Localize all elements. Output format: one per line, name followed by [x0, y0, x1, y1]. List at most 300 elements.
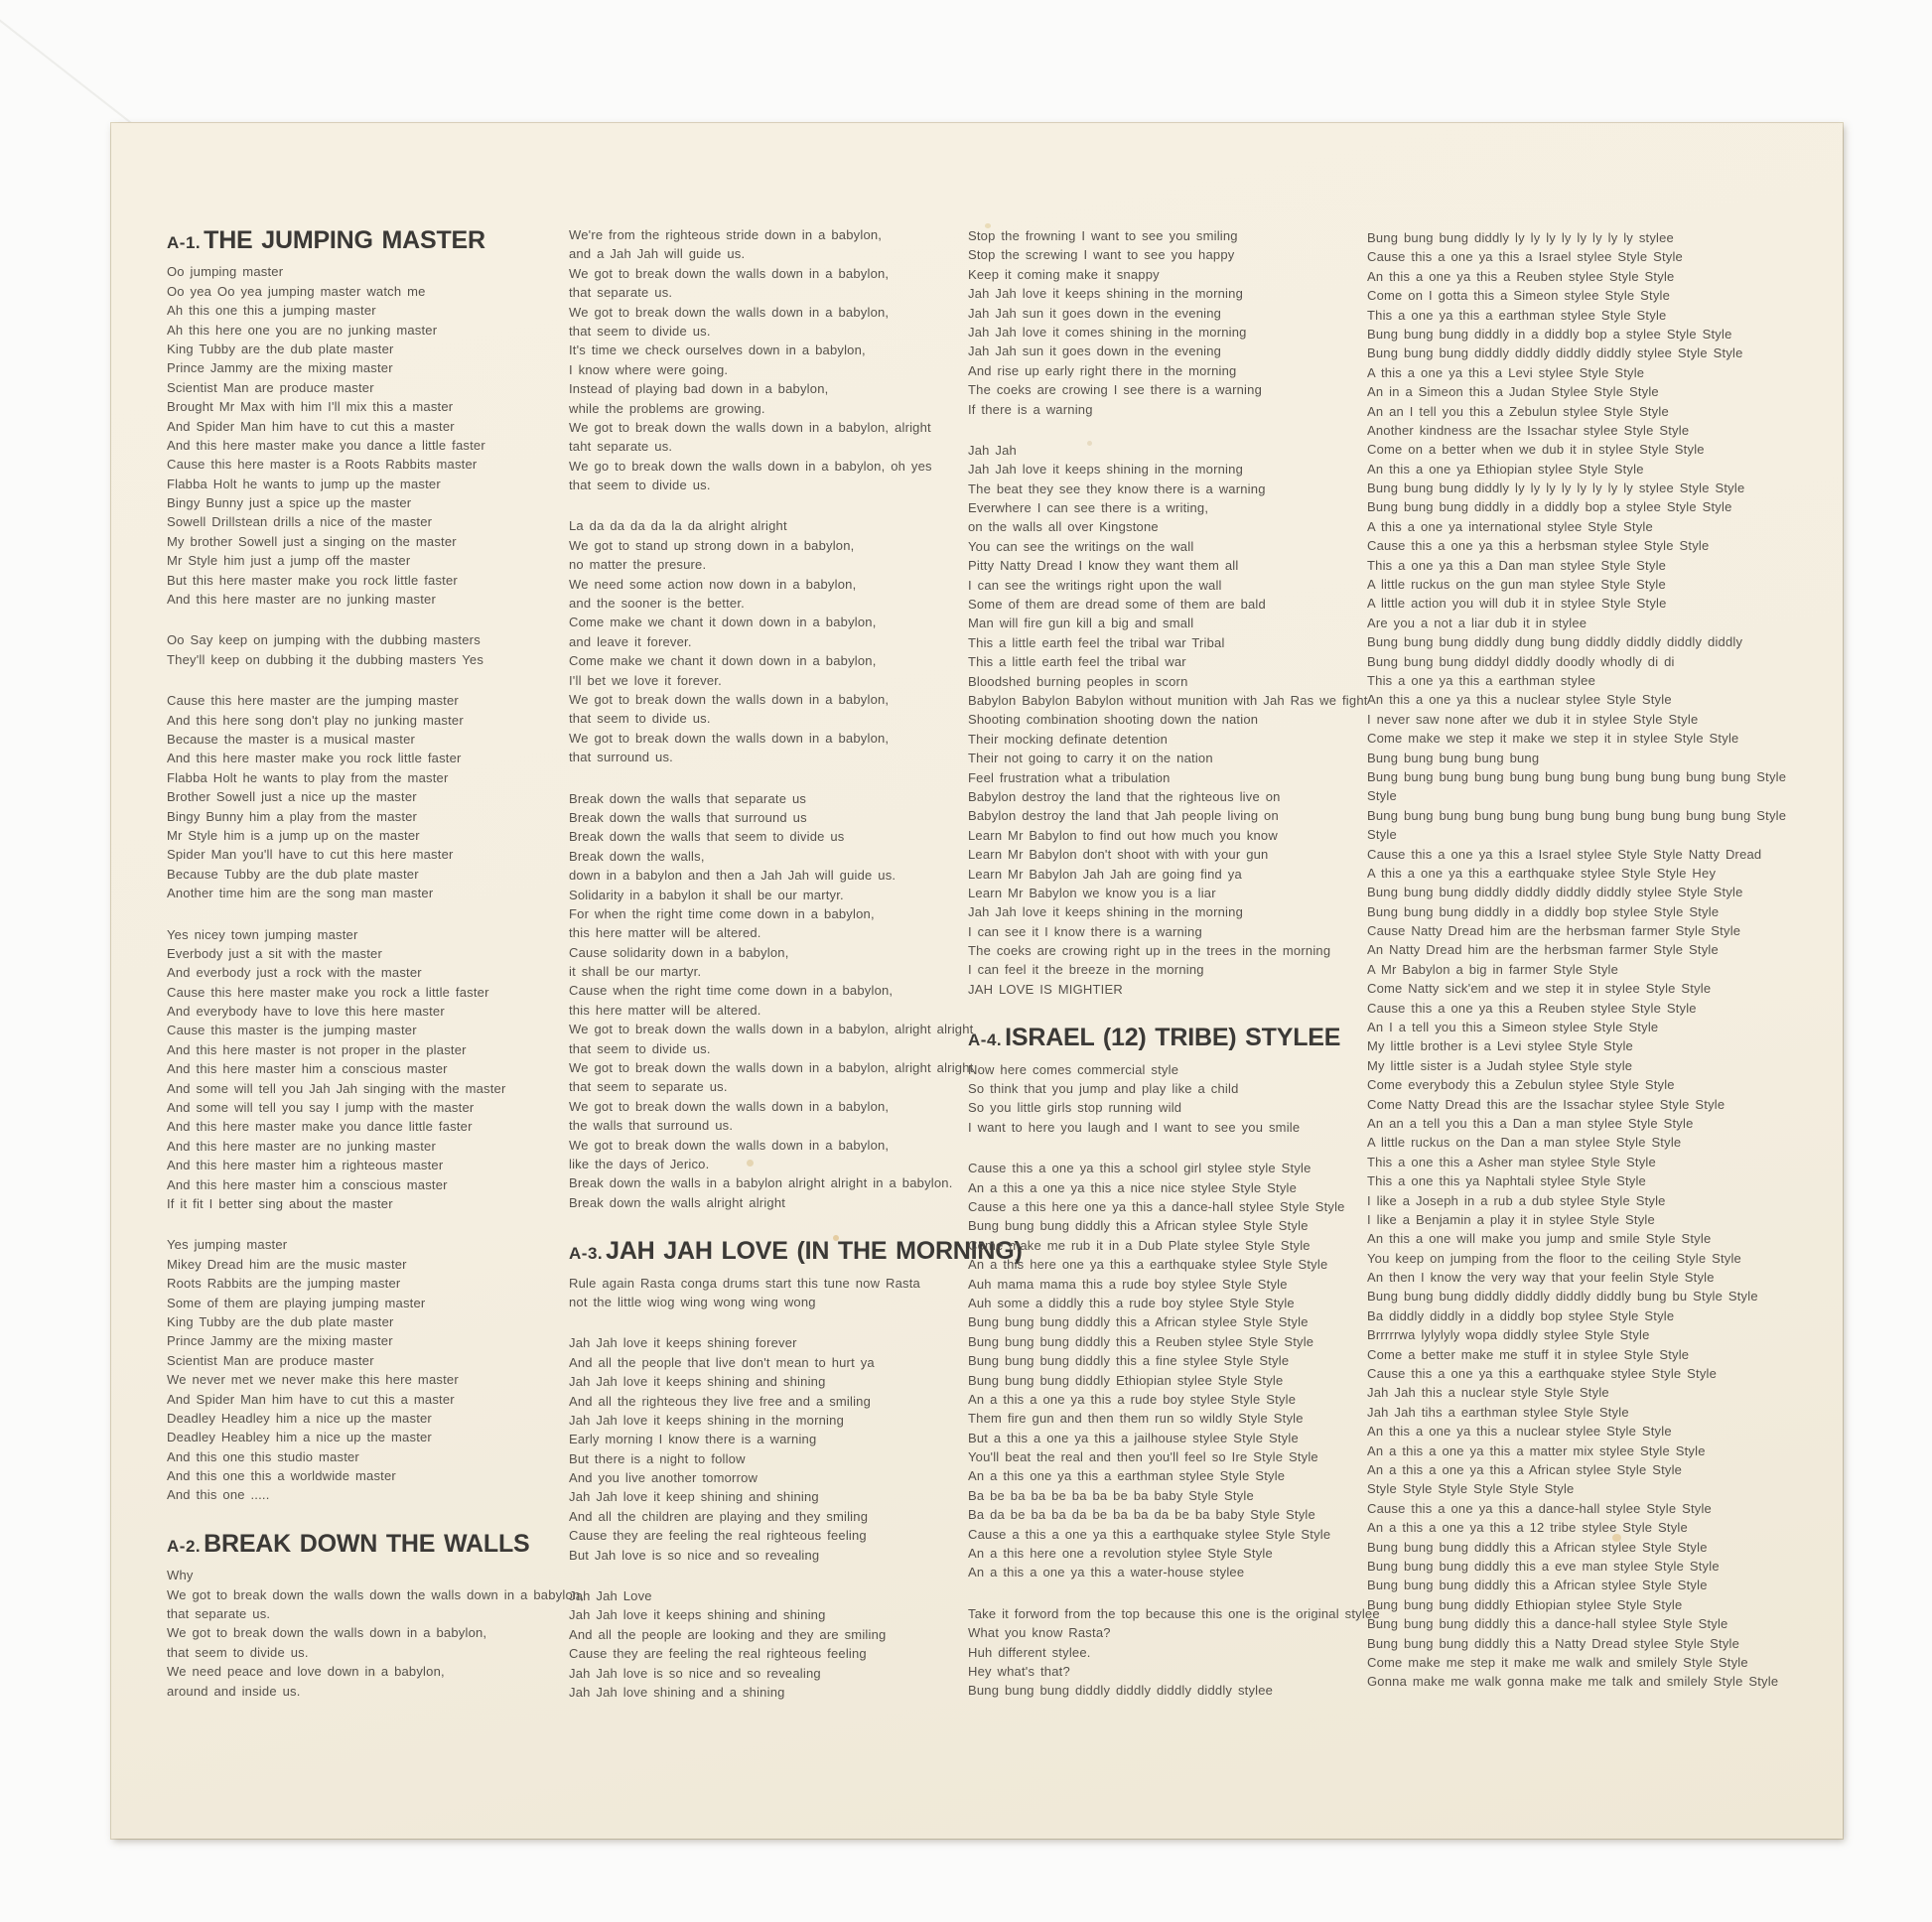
lyric-line: Yes jumping master — [167, 1237, 288, 1253]
lyric-line: Babylon destroy the land that Jah people living on — [968, 808, 1279, 824]
lyric-line: and a Jah Jah will guide us. — [569, 246, 746, 262]
lyric-line: Bung bung bung diddly dung bung diddly diddly diddly diddly — [1367, 634, 1743, 650]
lyric-line: Cause a this here one ya this a dance-hall stylee Style Style — [968, 1198, 1345, 1214]
lyric-line: An a this here one a revolution stylee Style Style — [968, 1546, 1273, 1562]
lyric-line: A little ruckus on the Dan a man stylee Style Style — [1367, 1135, 1682, 1151]
lyric-line: Ba be ba ba be ba ba be ba baby Style Style — [968, 1487, 1254, 1503]
lyric-line: King Tubby are the dub plate master — [167, 1313, 394, 1329]
lyric-line: Cause this here master is a Roots Rabbits master — [167, 457, 478, 473]
lyric-line: Jah Jah love shining and a shining — [569, 1684, 785, 1700]
lyric-line: La da da da da la da alright alright — [569, 518, 787, 534]
lyric-line: Bung bung bung diddly this a African stylee Style Style — [1367, 1539, 1708, 1555]
lyric-line: Scientist Man are produce master — [167, 379, 374, 395]
lyric-line: Jah Jah love it keeps shining in the morning — [569, 1412, 845, 1428]
lyric-line: Oo yea Oo yea jumping master watch me — [167, 283, 426, 299]
lyric-line: Come make we chant it down down in a babylon, — [569, 653, 877, 669]
lyric-line: An a this one ya this a earthman stylee Style Style — [968, 1468, 1286, 1484]
lyric-line: that seem to divide us. — [167, 1644, 309, 1660]
lyric-line: Jah Jah love it keeps shining and shining — [569, 1374, 826, 1390]
lyric-line: Bung bung bung diddly in a diddly bop a stylee Style Style — [1367, 326, 1732, 342]
lyric-line: A little ruckus on the gun man stylee Style Style — [1367, 577, 1666, 593]
lyric-line: Ba diddly diddly in a diddly bop stylee Style Style — [1367, 1307, 1675, 1323]
lyric-line: Shooting combination shooting down the nation — [968, 712, 1259, 728]
lyric-line: Bloodshed burning peoples in scorn — [968, 673, 1188, 689]
lyric-line: Learn Mr Babylon don't shoot with with your gun — [968, 847, 1269, 863]
lyric-line: We never met we never make this here master — [167, 1372, 459, 1388]
lyric-line: And some will tell you Jah Jah singing with the master — [167, 1080, 506, 1096]
lyric-line: Come Natty Dread this are the Issachar stylee Style Style — [1367, 1096, 1725, 1112]
lyric-line: An a this a one ya this a rude boy stylee Style Style — [968, 1391, 1297, 1407]
lyric-line: JAH LOVE IS MIGHTIER — [968, 981, 1123, 997]
lyric-line: And some will tell you say I jump with the master — [167, 1100, 475, 1116]
lyric-line: Mr Style him is a jump up on the master — [167, 827, 420, 843]
lyric-line: This a little earth feel the tribal war Tribal — [968, 634, 1225, 650]
lyric-line: Break down the walls in a babylon alright alright in a babylon. — [569, 1175, 953, 1191]
lyric-line: I'll bet we love it forever. — [569, 672, 722, 688]
lyric-line: We need peace and love down in a babylon, — [167, 1664, 445, 1680]
lyric-line: This a one ya this a earthman stylee Style Style — [1367, 307, 1667, 323]
track-title: ISRAEL (12) TRIBE) STYLEE — [1005, 1024, 1341, 1052]
lyric-line: For when the right time come down in a babylon, — [569, 905, 875, 921]
lyric-line: Break down the walls that seem to divide us — [569, 829, 845, 845]
stanza — [167, 1566, 585, 1701]
lyric-line: Brother Sowell just a nice up the master — [167, 789, 417, 805]
lyric-line: Bung bung bung diddly this a dance-hall stylee Style Style — [1367, 1616, 1728, 1632]
track-number: A-2. — [167, 1536, 202, 1556]
lyric-line: This a one ya this a Dan man stylee Style Style — [1367, 557, 1667, 573]
lyric-line: Bung bung bung diddly this a Natty Dread stylee Style Style — [1367, 1635, 1740, 1651]
lyric-line: Bung bung bung bung bung bung bung bung bung bung bung Style — [1367, 807, 1787, 823]
lyric-line: Bung bung bung diddly diddly diddly diddly stylee Style Style — [1367, 345, 1743, 361]
lyric-line: it shall be our martyr. — [569, 964, 702, 980]
lyric-line: An a this here one ya this a earthquake stylee Style Style — [968, 1257, 1328, 1273]
track-heading — [167, 226, 509, 254]
lyric-line: Cause this a one ya this a school girl stylee style Style — [968, 1161, 1311, 1176]
lyric-line: Break down the walls that separate us — [569, 790, 807, 806]
lyric-line: Scientist Man are produce master — [167, 1352, 374, 1368]
lyric-line: Huh different stylee. — [968, 1644, 1091, 1660]
lyric-line: We got to break down the walls down in a babylon, alright — [569, 419, 931, 435]
lyric-line: that seem to divide us. — [569, 711, 711, 727]
lyric-line: Gonna make me walk gonna make me talk and smilely Style Style — [1367, 1674, 1779, 1690]
lyric-line: that separate us. — [167, 1606, 271, 1622]
lyric-line: This a one this ya Naphtali stylee Style Style — [1367, 1173, 1646, 1189]
lyric-line: And this here song don't play no junking master — [167, 712, 464, 728]
lyric-line: Are you a not a liar dub it in stylee — [1367, 615, 1587, 630]
lyric-line: We got to break down the walls down in a babylon, — [569, 1137, 890, 1153]
lyric-line: We got to stand up strong down in a babylon, — [569, 537, 855, 553]
stanza — [968, 226, 1350, 419]
lyric-line: And this one this studio master — [167, 1448, 359, 1464]
lyric-line: Everbody just a sit with the master — [167, 945, 382, 961]
lyric-line: Jah Jah love it keeps shining and shining — [569, 1607, 826, 1623]
lyric-line: Take it forword from the top because this one is the original stylee — [968, 1605, 1380, 1621]
stanza — [167, 691, 509, 902]
lyric-line: And everybody have to love this here master — [167, 1004, 445, 1020]
lyric-line: My little sister is a Judah stylee Style style — [1367, 1057, 1633, 1073]
track-heading — [167, 1529, 530, 1558]
lyric-line: Another kindness are the Issachar stylee Style Style — [1367, 422, 1690, 438]
lyric-line: I want to here you laugh and I want to see you smile — [968, 1119, 1301, 1135]
lyric-line: Cause this here master make you rock a little faster — [167, 984, 489, 1000]
lyric-line: Cause they are feeling the real righteous feeling — [569, 1646, 867, 1662]
lyric-line: Bung bung bung diddly ly ly ly ly ly ly ly ly stylee Style Style — [1367, 480, 1745, 496]
track-title: JAH JAH LOVE (IN THE MORNING) — [606, 1237, 1023, 1266]
lyric-line: We got to break down the walls down in a babylon, — [569, 691, 890, 707]
lyric-line: Come on I gotta this a Simeon stylee Style Style — [1367, 288, 1671, 304]
lyric-line: the walls that surround us. — [569, 1118, 734, 1134]
lyric-line: This a one ya this a earthman stylee — [1367, 672, 1596, 688]
lyric-line: Prince Jammy are the mixing master — [167, 1333, 393, 1349]
lyric-line: I can see the writings right upon the wall — [968, 577, 1222, 593]
lyric-line: I like a Benjamin a play it in stylee Style Style — [1367, 1211, 1655, 1227]
lyric-line: not the little wiog wing wong wing wong — [569, 1294, 816, 1309]
lyric-line: Rule again Rasta conga drums start this tune now Rasta — [569, 1275, 920, 1291]
lyric-line: An Natty Dread him are the herbsman farmer Style Style — [1367, 942, 1719, 958]
lyric-line: A this a one ya international stylee Style Style — [1367, 518, 1653, 534]
lyric-line: Come make we step it make we step it in stylee Style Style — [1367, 731, 1739, 747]
lyric-line: Babylon Babylon Babylon without munition with Jah Ras we fight — [968, 692, 1368, 708]
lyric-line: Bung bung bung diddly Ethiopian stylee Style Style — [968, 1372, 1284, 1388]
lyric-line: Hey what's that? — [968, 1663, 1070, 1679]
lyric-line: Cause solidarity down in a babylon, — [569, 944, 789, 960]
lyric-line: An a this a one ya this a African stylee Style Style — [1367, 1462, 1683, 1477]
lyric-line: like the days of Jerico. — [569, 1156, 710, 1171]
lyric-line: Cause this a one ya this a dance-hall stylee Style Style — [1367, 1500, 1712, 1516]
lyric-line: Auh some a diddly this a rude boy stylee Style Style — [968, 1295, 1295, 1310]
track-heading — [968, 1024, 1350, 1052]
lyric-line: Ba da be ba ba da be ba ba da be ba baby Style Style — [968, 1507, 1315, 1523]
lyric-line: And Spider Man him have to cut this a master — [167, 1391, 455, 1407]
lyric-line: Because the master is a musical master — [167, 732, 416, 747]
lyric-line: Bung bung bung diddly Ethiopian stylee Style Style — [1367, 1596, 1683, 1612]
lyric-line: Because Tubby are the dub plate master — [167, 866, 419, 882]
lyric-line: Oo jumping master — [167, 264, 284, 280]
lyric-line: Flabba Holt he wants to jump up the master — [167, 476, 441, 491]
lyric-line: Everwhere I can see there is a writing, — [968, 500, 1209, 516]
lyric-line: Jah Jah love is so nice and so revealing — [569, 1665, 821, 1681]
lyric-line: We got to break down the walls down in a babylon, — [569, 265, 890, 281]
lyric-line: An a this a one ya this a water-house stylee — [968, 1565, 1245, 1580]
lyric-line: A this a one ya this a Levi stylee Style Style — [1367, 364, 1645, 380]
lyric-line: Come make we chant it down down in a babylon, — [569, 615, 877, 630]
stanza — [968, 1159, 1350, 1582]
lyric-line: But this here master make you rock little faster — [167, 572, 458, 588]
lyric-line: that seem to divide us. — [569, 323, 711, 339]
lyric-line: this here matter will be altered. — [569, 925, 761, 941]
lyric-line: that seem to divide us. — [569, 478, 711, 493]
lyric-line: An a this a one ya this a 12 tribe stylee Style Style — [1367, 1520, 1688, 1536]
lyric-line: Cause when the right time come down in a babylon, — [569, 983, 894, 999]
lyric-line: Break down the walls, — [569, 848, 705, 864]
lyric-line: Feel frustration what a tribulation — [968, 769, 1171, 785]
lyric-line: Bung bung bung diddly diddly diddly diddly stylee — [968, 1683, 1274, 1699]
track-title: BREAK DOWN THE WALLS — [204, 1529, 530, 1558]
lyric-line: Yes nicey town jumping master — [167, 926, 358, 942]
lyric-line: A little action you will dub it in stylee Style Style — [1367, 596, 1667, 612]
lyric-line: An a this a one ya this a nice nice stylee Style Style — [968, 1179, 1298, 1195]
lyric-line: My brother Sowell just a singing on the master — [167, 533, 457, 549]
lyric-line: Bung bung bung diddly this a African stylee Style Style — [1367, 1578, 1708, 1593]
lyric-line: Jah Jah Love — [569, 1588, 652, 1604]
lyric-line: And this here master make you rock little faster — [167, 751, 462, 766]
lyric-line: Prince Jammy are the mixing master — [167, 360, 393, 376]
track-title: THE JUMPING MASTER — [204, 226, 485, 254]
lyric-line: And this one this a worldwide master — [167, 1468, 396, 1484]
lyric-line: And this here master him a righteous master — [167, 1158, 444, 1173]
lyric-line: Instead of playing bad down in a babylon, — [569, 381, 829, 397]
lyric-line: And this here master are no junking master — [167, 592, 436, 608]
lyric-line: And this here master him a conscious master — [167, 1176, 448, 1192]
lyric-line: And this here master make you dance a little faster — [167, 437, 485, 453]
stanza — [167, 925, 509, 1214]
lyric-line: Some of them are playing jumping master — [167, 1295, 426, 1310]
lyric-line: Bung bung bung diddly diddly diddly diddly stylee Style Style — [1367, 885, 1743, 900]
lyric-line: Jah Jah love it keeps shining in the morning — [968, 286, 1244, 302]
lyric-line: An this a one ya this a Reuben stylee Style Style — [1367, 268, 1675, 284]
lyric-line: An this a one ya Ethiopian stylee Style Style — [1367, 461, 1644, 477]
lyric-line: Spider Man you'll have to cut this here master — [167, 847, 454, 863]
lyric-line: Bung bung bung diddly this a African stylee Style Style — [968, 1218, 1309, 1234]
lyric-line: Stop the frowning I want to see you smiling — [968, 228, 1238, 243]
lyric-line: Cause this a one ya this a Israel stylee Style Style Natty Dread — [1367, 846, 1762, 862]
stanza — [1367, 228, 1814, 1692]
track-number: A-4. — [968, 1030, 1003, 1050]
lyric-line: Cause Natty Dread him are the herbsman farmer Style Style — [1367, 923, 1741, 939]
stanza — [569, 789, 974, 1213]
track-number: A-1. — [167, 233, 202, 252]
lyric-line: Jah Jah sun it goes down in the evening — [968, 343, 1222, 359]
lyric-line: If there is a warning — [968, 401, 1093, 417]
lyric-line: And all the people that live don't mean to hurt ya — [569, 1354, 875, 1370]
lyric-line: And this one ..... — [167, 1487, 270, 1503]
stanza — [167, 262, 509, 609]
lyric-line: Brrrrrwa lylylyly wopa diddly stylee Style Style — [1367, 1327, 1650, 1343]
lyric-line: Bung bung bung diddly ly ly ly ly ly ly ly ly stylee — [1367, 230, 1674, 245]
lyric-line: Ah this here one you are no junking master — [167, 322, 438, 338]
lyric-line: on the walls all over Kingstone — [968, 519, 1159, 535]
lyric-line: that separate us. — [569, 285, 673, 301]
lyric-line: Flabba Holt he wants to play from the master — [167, 769, 449, 785]
lyric-line: Ah this one this a jumping master — [167, 303, 376, 319]
stanza — [569, 1333, 941, 1565]
stanza — [968, 441, 1368, 999]
lyric-line: Jah Jah love it comes shining in the morning — [968, 324, 1247, 340]
lyric-line: But there is a night to follow — [569, 1450, 746, 1466]
lyric-line: Cause this a one ya this a Israel stylee Style Style — [1367, 249, 1683, 265]
lyric-line: Sowell Drillstean drills a nice of the master — [167, 514, 433, 530]
lyric-line: You keep on jumping from the floor to the ceiling Style Style — [1367, 1250, 1741, 1266]
lyric-line: Jah Jah sun it goes down in the evening — [968, 305, 1222, 321]
lyric-line: Jah Jah this a nuclear style Style Style — [1367, 1385, 1609, 1401]
lyrics-column — [1367, 228, 1814, 1714]
lyric-line: Style Style Style Style Style Style — [1367, 1481, 1575, 1497]
lyric-line: around and inside us. — [167, 1683, 301, 1699]
lyric-line: Break down the walls alright alright — [569, 1194, 786, 1210]
lyric-line: Bung bung bung diddly diddly diddly diddly bung bu Style Style — [1367, 1289, 1758, 1304]
lyric-line: Why — [167, 1568, 194, 1583]
lyric-line: And all the children are playing and they smiling — [569, 1508, 869, 1524]
lyric-line: This a one this a Asher man stylee Style Style — [1367, 1154, 1656, 1169]
lyric-line: If it fit I better sing about the master — [167, 1195, 393, 1211]
lyric-line: The beat they see they know there is a warning — [968, 480, 1266, 496]
lyric-line: The coeks are crowing right up in the trees in the morning — [968, 943, 1331, 959]
lyric-line: An then I know the very way that your feelin Style Style — [1367, 1270, 1715, 1286]
lyric-line: But a this a one ya this a jailhouse stylee Style Style — [968, 1430, 1299, 1445]
lyric-line: Bung bung bung diddly in a diddly bop stylee Style Style — [1367, 903, 1720, 919]
lyric-line: An in a Simeon this a Judan Stylee Style Style — [1367, 384, 1659, 400]
lyric-line: Jah Jah love it keeps shining in the morning — [968, 904, 1244, 920]
stanza — [569, 1586, 941, 1702]
lyric-line: An an a tell you this a Dan a man stylee Style Style — [1367, 1115, 1694, 1131]
lyric-line: So think that you jump and play like a child — [968, 1081, 1239, 1097]
lyric-line: Cause they are feeling the real righteous feeling — [569, 1528, 867, 1544]
lyric-line: And this here master are no junking master — [167, 1138, 436, 1154]
lyric-line: You can see the writings on the wall — [968, 538, 1194, 554]
lyric-line: this here matter will be altered. — [569, 1002, 761, 1018]
lyric-line: that seem to divide us. — [569, 1040, 711, 1056]
lyric-line: Cause this master is the jumping master — [167, 1023, 417, 1038]
lyric-line: Another time him are the song man master — [167, 886, 434, 901]
stanza — [569, 516, 941, 766]
lyric-line: Mr Style him just a jump off the master — [167, 553, 411, 569]
lyric-line: Cause this a one ya this a Reuben stylee Style Style — [1367, 1000, 1697, 1016]
lyric-line: Bung bung bung bung bung — [1367, 750, 1540, 765]
lyric-line: Come on a better when we dub it in stylee Style Style — [1367, 442, 1705, 458]
lyric-line: Babylon destroy the land that the righteous live on — [968, 788, 1281, 804]
lyric-line: We got to break down the walls down in a babylon, — [569, 730, 890, 746]
lyric-line: My little brother is a Levi stylee Style Style — [1367, 1038, 1633, 1054]
lyric-line: You'll beat the real and then you'll feel so Ire Style Style — [968, 1449, 1318, 1465]
lyric-line: Them fire gun and then them run so wildly Style Style — [968, 1411, 1304, 1427]
lyric-line: Brought Mr Max with him I'll mix this a master — [167, 399, 454, 415]
lyric-line: and the sooner is the better. — [569, 596, 745, 612]
lyric-line: A Mr Babylon a big in farmer Style Style — [1367, 961, 1619, 977]
lyric-line: Auh mama mama this a rude boy stylee Style Style — [968, 1276, 1288, 1292]
lyric-line: And you live another tomorrow — [569, 1470, 759, 1486]
lyric-line: And this here master make you dance little faster — [167, 1119, 473, 1135]
lyric-line: Bingy Bunny him a play from the master — [167, 808, 418, 824]
lyric-line: An this a one will make you jump and smile Style Style — [1367, 1231, 1712, 1247]
lyric-line: Their mocking definate detention — [968, 731, 1169, 747]
lyrics-column — [968, 226, 1380, 1722]
lyric-line: Come make me rub it in a Dub Plate stylee Style Style — [968, 1237, 1311, 1253]
lyric-line: Bung bung bung diddly this a fine stylee Style Style — [968, 1353, 1290, 1369]
lyric-line: The coeks are crowing I see there is a warning — [968, 382, 1262, 398]
lyric-line: Bung bung bung diddly this a eve man stylee Style Style — [1367, 1558, 1720, 1574]
lyric-line: Pitty Natty Dread I know they want them all — [968, 558, 1239, 574]
stanza — [968, 1604, 1380, 1701]
lyric-line: and leave it forever. — [569, 633, 692, 649]
lyric-line: An an I tell you this a Zebulun stylee Style Style — [1367, 403, 1669, 419]
lyric-line: Mikey Dread him are the music master — [167, 1256, 407, 1272]
lyric-line: while the problems are growing. — [569, 400, 765, 416]
lyric-line: What you know Rasta? — [968, 1625, 1111, 1641]
lyric-line: We need some action now down in a babylon, — [569, 576, 857, 592]
lyric-line: I know where were going. — [569, 361, 729, 377]
lyric-line: We got to break down the walls down in a babylon, — [569, 1098, 890, 1114]
lyric-line: And all the people are looking and they are smiling — [569, 1626, 887, 1642]
lyric-line: Now here comes commercial style — [968, 1061, 1179, 1077]
lyric-line: Bung bung bung diddyl diddly doodly whodly di di — [1367, 653, 1675, 669]
lyric-line: Cause this a one ya this a herbsman stylee Style Style — [1367, 538, 1710, 554]
lyric-line: But Jah love is so nice and so revealing — [569, 1547, 820, 1563]
lyric-line: We got to break down the walls down in a babylon, — [167, 1625, 487, 1641]
lyric-line: Come Natty sick'em and we step it in stylee Style Style — [1367, 981, 1712, 997]
lyric-line: Cause a this a one ya this a earthquake stylee Style Style — [968, 1526, 1331, 1542]
stanza — [968, 1060, 1350, 1138]
lyric-line: Keep it coming make it snappy — [968, 266, 1160, 282]
lyric-line: A this a one ya this a earthquake stylee Style Style Hey — [1367, 865, 1717, 881]
lyric-line: We got to break down the walls down in a babylon, alright alright — [569, 1022, 974, 1037]
lyric-line: Bung bung bung bung bung bung bung bung bung bung bung Style — [1367, 768, 1787, 784]
lyric-line: So you little girls stop running wild — [968, 1100, 1182, 1116]
lyric-line: no matter the presure. — [569, 557, 707, 573]
stanza — [167, 630, 509, 669]
lyric-line: Come a better make me stuff it in stylee Style Style — [1367, 1346, 1690, 1362]
lyric-line: Jah Jah love it keeps shining forever — [569, 1335, 797, 1351]
lyric-line: Learn Mr Babylon Jah Jah are going find ya — [968, 866, 1242, 882]
lyrics-column — [167, 226, 585, 1722]
track-number: A-3. — [569, 1244, 604, 1264]
lyric-line: We got to break down the walls down in a babylon, alright alright — [569, 1060, 974, 1076]
lyric-line: Break down the walls that surround us — [569, 809, 807, 825]
lyric-line: And this here master him a conscious master — [167, 1061, 448, 1077]
lyric-line: Jah Jah love it keep shining and shining — [569, 1489, 819, 1505]
lyric-line: Bung bung bung diddly in a diddly bop a stylee Style Style — [1367, 499, 1732, 515]
lyric-line: that surround us. — [569, 750, 673, 765]
lyric-line: I never saw none after we dub it in stylee Style Style — [1367, 711, 1699, 727]
lyric-line: that seem to separate us. — [569, 1079, 728, 1095]
lyric-line: Bung bung bung diddly this a African stylee Style Style — [968, 1314, 1309, 1330]
lyric-line: And Spider Man him have to cut this a master — [167, 418, 455, 434]
lyric-line: We go to break down the walls down in a babylon, oh yes — [569, 458, 932, 474]
lyric-line: down in a babylon and then a Jah Jah will guide us. — [569, 868, 897, 884]
lyric-line: An I a tell you this a Simeon stylee Style Style — [1367, 1020, 1659, 1035]
lyric-line: And rise up early right there in the morning — [968, 362, 1237, 378]
lyric-line: Style — [1367, 788, 1397, 804]
lyric-line: Learn Mr Babylon to find out how much you know — [968, 827, 1278, 843]
lyric-line: taht separate us. — [569, 439, 673, 455]
stanza — [569, 1274, 941, 1312]
lyric-line: Some of them are dread some of them are bald — [968, 597, 1266, 613]
lyric-line: Bingy Bunny just a spice up the master — [167, 495, 412, 511]
lyric-line: Deadley Headley him a nice up the master — [167, 1410, 432, 1426]
lyric-line: King Tubby are the dub plate master — [167, 341, 394, 356]
lyric-line: We got to break down the walls down in a babylon, — [569, 304, 890, 320]
lyric-line: Early morning I know there is a warning — [569, 1432, 817, 1447]
lyric-line: Roots Rabbits are the jumping master — [167, 1276, 401, 1292]
lyric-line: Bung bung bung diddly this a Reuben stylee Style Style — [968, 1333, 1314, 1349]
lyric-line: And all the righteous they live free and a smiling — [569, 1393, 872, 1409]
lyric-line: Man will fire gun kill a big and small — [968, 616, 1194, 631]
lyric-line: Come make me step it make me walk and smilely Style Style — [1367, 1654, 1748, 1670]
lyric-line: We're from the righteous stride down in a babylon, — [569, 227, 883, 242]
lyric-line: Jah Jah — [968, 442, 1017, 458]
lyric-line: Cause this a one ya this a earthquake stylee Style Style — [1367, 1366, 1718, 1382]
lyric-line: I can see it I know there is a warning — [968, 923, 1202, 939]
lyric-line: We got to break down the walls down the walls down in a babylon, — [167, 1586, 585, 1602]
stanza — [569, 225, 941, 494]
lyric-line: Stop the screwing I want to see you happy — [968, 247, 1235, 263]
lyric-line: Come everybody this a Zebulun stylee Style Style — [1367, 1077, 1675, 1093]
lyric-line: Style — [1367, 827, 1397, 843]
lyric-line: And everbody just a rock with the master — [167, 965, 422, 981]
lyric-line: Oo Say keep on jumping with the dubbing masters — [167, 632, 481, 648]
lyric-line: I like a Joseph in a rub a dub stylee Style Style — [1367, 1192, 1666, 1208]
stanza — [167, 1235, 509, 1504]
lyric-line: An this a one ya this a nuclear stylee Style Style — [1367, 1424, 1672, 1440]
